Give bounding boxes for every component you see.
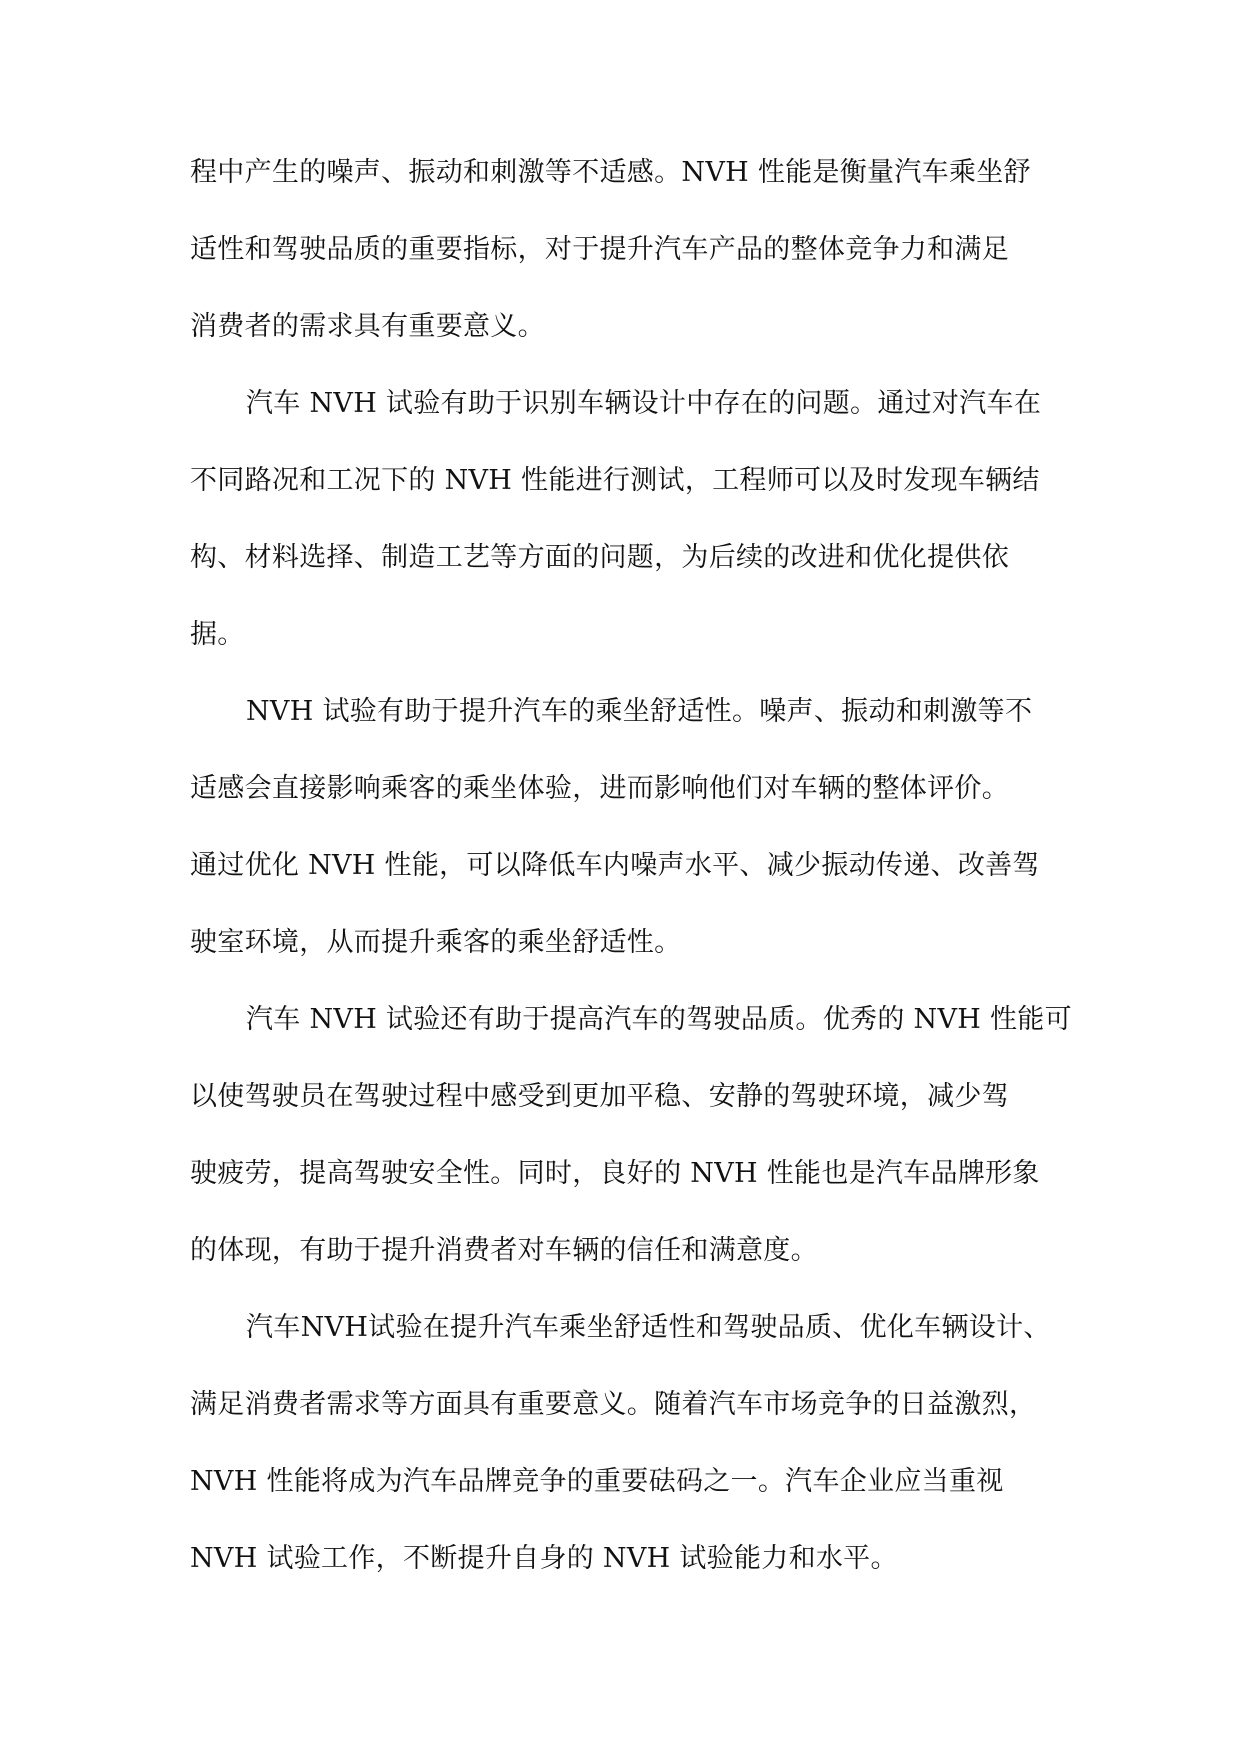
body-text xyxy=(190,146,1070,1609)
text-line: 据。 xyxy=(190,619,245,650)
text-line: 以使驾驶员在驾驶过程中感受到更加平稳、安静的驾驶环境，减少驾 xyxy=(190,1081,1009,1112)
text-line: 通过优化 NVH 性能，可以降低车内噪声水平、减少振动传递、改善驾 xyxy=(190,850,1040,881)
text-line: 消费者的需求具有重要意义。 xyxy=(190,311,545,342)
text-line: 满足消费者需求等方面具有重要意义。随着汽车市场竞争的日益激烈， xyxy=(190,1389,1037,1420)
text-line: 驶疲劳，提高驾驶安全性。同时，良好的 NVH 性能也是汽车品牌形象 xyxy=(190,1158,1040,1189)
paragraph-first-line: 汽车 NVH 试验有助于识别车辆设计中存在的问题。通过对汽车在 xyxy=(246,388,1042,419)
paragraph-first-line: NVH 试验有助于提升汽车的乘坐舒适性。噪声、振动和刺激等不 xyxy=(246,696,1033,727)
text-line: 驶室环境，从而提升乘客的乘坐舒适性。 xyxy=(190,927,682,958)
text-line: 不同路况和工况下的 NVH 性能进行测试，工程师可以及时发现车辆结 xyxy=(190,465,1040,496)
text-line: 适性和驾驶品质的重要指标，对于提升汽车产品的整体竞争力和满足 xyxy=(190,234,1009,265)
paragraph-first-line: 汽车NVH试验在提升汽车乘坐舒适性和驾驶品质、优化车辆设计、 xyxy=(246,1312,1051,1343)
text-line: NVH 试验工作，不断提升自身的 NVH 试验能力和水平。 xyxy=(190,1543,898,1574)
text-line: NVH 性能将成为汽车品牌竞争的重要砝码之一。汽车企业应当重视 xyxy=(190,1466,1004,1497)
text-line: 适感会直接影响乘客的乘坐体验，进而影响他们对车辆的整体评价。 xyxy=(190,773,1009,804)
paragraph-first-line: 汽车 NVH 试验还有助于提高汽车的驾驶品质。优秀的 NVH 性能可 xyxy=(246,1004,1072,1035)
text-line: 程中产生的噪声、振动和刺激等不适感。NVH 性能是衡量汽车乘坐舒 xyxy=(190,157,1031,188)
text-line: 的体现，有助于提升消费者对车辆的信任和满意度。 xyxy=(190,1235,818,1266)
text-line: 构、材料选择、制造工艺等方面的问题，为后续的改进和优化提供依 xyxy=(190,542,1009,573)
